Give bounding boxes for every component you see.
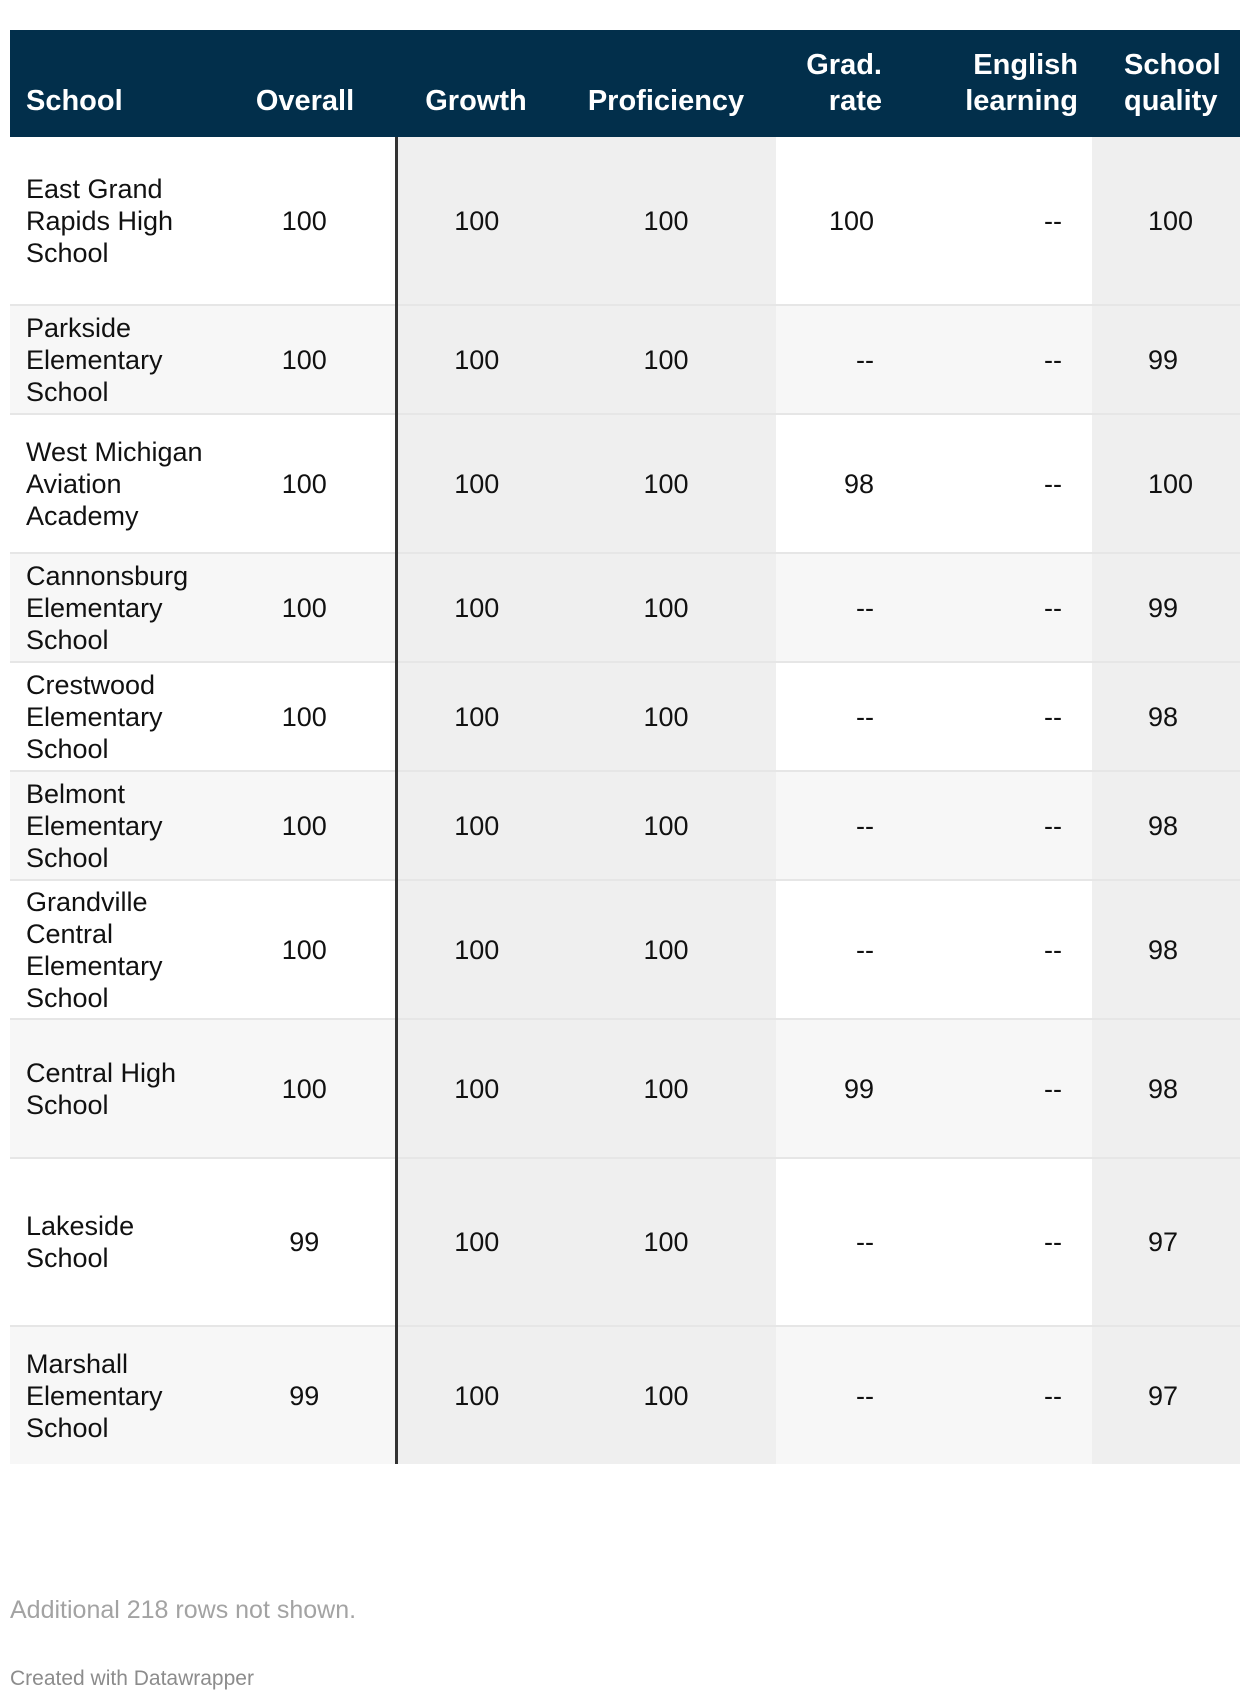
cell-school-quality: 100 bbox=[1092, 414, 1240, 553]
cell-proficiency: 100 bbox=[556, 414, 776, 553]
cell-overall: 99 bbox=[214, 1158, 396, 1326]
table-row bbox=[10, 1019, 1240, 1158]
cell-overall: 100 bbox=[214, 305, 396, 414]
cell-proficiency: 100 bbox=[556, 1019, 776, 1158]
data-table-container bbox=[10, 30, 1221, 1650]
cell-english-learning: -- bbox=[896, 305, 1092, 414]
cell-overall: 100 bbox=[214, 662, 396, 771]
cell-overall: 100 bbox=[214, 880, 396, 1019]
cell-proficiency: 100 bbox=[556, 662, 776, 771]
column-header-label: English bbox=[973, 49, 1078, 81]
table-header bbox=[10, 30, 1240, 137]
cell-school: Central High School bbox=[10, 1019, 214, 1158]
cell-english-learning: -- bbox=[896, 137, 1092, 305]
cell-grad-rate: -- bbox=[776, 305, 896, 414]
rows-not-shown-note: Additional 218 rows not shown. bbox=[10, 1596, 357, 1624]
column-header-label: Growth bbox=[425, 85, 527, 117]
cell-grad-rate: 100 bbox=[776, 137, 896, 305]
cell-grad-rate: -- bbox=[776, 553, 896, 662]
cell-school: East Grand Rapids High School bbox=[10, 137, 214, 305]
cell-english-learning: -- bbox=[896, 880, 1092, 1019]
cell-school-quality: 98 bbox=[1092, 1019, 1240, 1158]
cell-growth: 100 bbox=[396, 305, 556, 414]
header-row bbox=[10, 30, 1240, 137]
column-header-school-quality[interactable] bbox=[1092, 30, 1240, 137]
cell-school-quality: 98 bbox=[1092, 771, 1240, 880]
cell-english-learning: -- bbox=[896, 414, 1092, 553]
cell-school: Parkside Elementary School bbox=[10, 305, 214, 414]
column-header-label: Overall bbox=[255, 85, 355, 117]
cell-school-quality: 98 bbox=[1092, 880, 1240, 1019]
cell-proficiency: 100 bbox=[556, 305, 776, 414]
column-header-label: learning bbox=[965, 85, 1078, 117]
school-rankings-table bbox=[10, 30, 1240, 1464]
cell-growth: 100 bbox=[396, 414, 556, 553]
cell-school: Marshall Elementary School bbox=[10, 1326, 214, 1464]
cell-grad-rate: -- bbox=[776, 880, 896, 1019]
cell-proficiency: 100 bbox=[556, 1158, 776, 1326]
cell-school: Cannonsburg Elementary School bbox=[10, 553, 214, 662]
table-row bbox=[10, 1326, 1240, 1464]
table-body bbox=[10, 137, 1240, 1464]
column-header-proficiency[interactable] bbox=[556, 30, 776, 137]
cell-proficiency: 100 bbox=[556, 771, 776, 880]
cell-overall: 100 bbox=[214, 1019, 396, 1158]
cell-school-quality: 97 bbox=[1092, 1326, 1240, 1464]
table-row bbox=[10, 880, 1240, 1019]
cell-english-learning: -- bbox=[896, 771, 1092, 880]
cell-grad-rate: -- bbox=[776, 662, 896, 771]
cell-english-learning: -- bbox=[896, 662, 1092, 771]
cell-school-quality: 98 bbox=[1092, 662, 1240, 771]
table-row bbox=[10, 1158, 1240, 1326]
datawrapper-credit: Created with Datawrapper bbox=[10, 1667, 254, 1690]
column-header-label: School bbox=[1124, 49, 1221, 81]
cell-proficiency: 100 bbox=[556, 137, 776, 305]
column-header-english-learning[interactable] bbox=[896, 30, 1092, 137]
table-row bbox=[10, 771, 1240, 880]
cell-school: West Michigan Aviation Academy bbox=[10, 414, 214, 553]
cell-proficiency: 100 bbox=[556, 1326, 776, 1464]
column-header-label: quality bbox=[1124, 85, 1218, 117]
cell-grad-rate: -- bbox=[776, 1158, 896, 1326]
column-header-label: Proficiency bbox=[587, 85, 745, 117]
table-row bbox=[10, 305, 1240, 414]
cell-overall: 100 bbox=[214, 137, 396, 305]
cell-school-quality: 99 bbox=[1092, 553, 1240, 662]
cell-english-learning: -- bbox=[896, 1019, 1092, 1158]
cell-proficiency: 100 bbox=[556, 880, 776, 1019]
cell-growth: 100 bbox=[396, 880, 556, 1019]
cell-overall: 100 bbox=[214, 771, 396, 880]
cell-school: Belmont Elementary School bbox=[10, 771, 214, 880]
column-header-label: rate bbox=[828, 85, 882, 117]
cell-english-learning: -- bbox=[896, 1326, 1092, 1464]
column-header-grad-rate[interactable] bbox=[776, 30, 896, 137]
cell-school-quality: 100 bbox=[1092, 137, 1240, 305]
column-header-label: Grad. bbox=[806, 49, 882, 81]
cell-grad-rate: -- bbox=[776, 1326, 896, 1464]
cell-grad-rate: -- bbox=[776, 771, 896, 880]
cell-growth: 100 bbox=[396, 137, 556, 305]
column-header-school[interactable] bbox=[10, 30, 214, 137]
cell-english-learning: -- bbox=[896, 1158, 1092, 1326]
column-header-growth[interactable] bbox=[396, 30, 556, 137]
cell-growth: 100 bbox=[396, 662, 556, 771]
table-row bbox=[10, 662, 1240, 771]
cell-grad-rate: 99 bbox=[776, 1019, 896, 1158]
table-row bbox=[10, 553, 1240, 662]
cell-growth: 100 bbox=[396, 1326, 556, 1464]
cell-growth: 100 bbox=[396, 553, 556, 662]
column-header-overall[interactable] bbox=[214, 30, 396, 137]
column-header-label: School bbox=[26, 85, 123, 117]
cell-school: Grandville Central Elementary School bbox=[10, 880, 214, 1019]
cell-grad-rate: 98 bbox=[776, 414, 896, 553]
cell-growth: 100 bbox=[396, 771, 556, 880]
cell-overall: 100 bbox=[214, 553, 396, 662]
table-row bbox=[10, 414, 1240, 553]
cell-school: Lakeside School bbox=[10, 1158, 214, 1326]
cell-school-quality: 99 bbox=[1092, 305, 1240, 414]
cell-growth: 100 bbox=[396, 1019, 556, 1158]
cell-school: Crestwood Elementary School bbox=[10, 662, 214, 771]
cell-english-learning: -- bbox=[896, 553, 1092, 662]
cell-overall: 100 bbox=[214, 414, 396, 553]
cell-school-quality: 97 bbox=[1092, 1158, 1240, 1326]
cell-overall: 99 bbox=[214, 1326, 396, 1464]
table-row bbox=[10, 137, 1240, 305]
cell-proficiency: 100 bbox=[556, 553, 776, 662]
cell-growth: 100 bbox=[396, 1158, 556, 1326]
